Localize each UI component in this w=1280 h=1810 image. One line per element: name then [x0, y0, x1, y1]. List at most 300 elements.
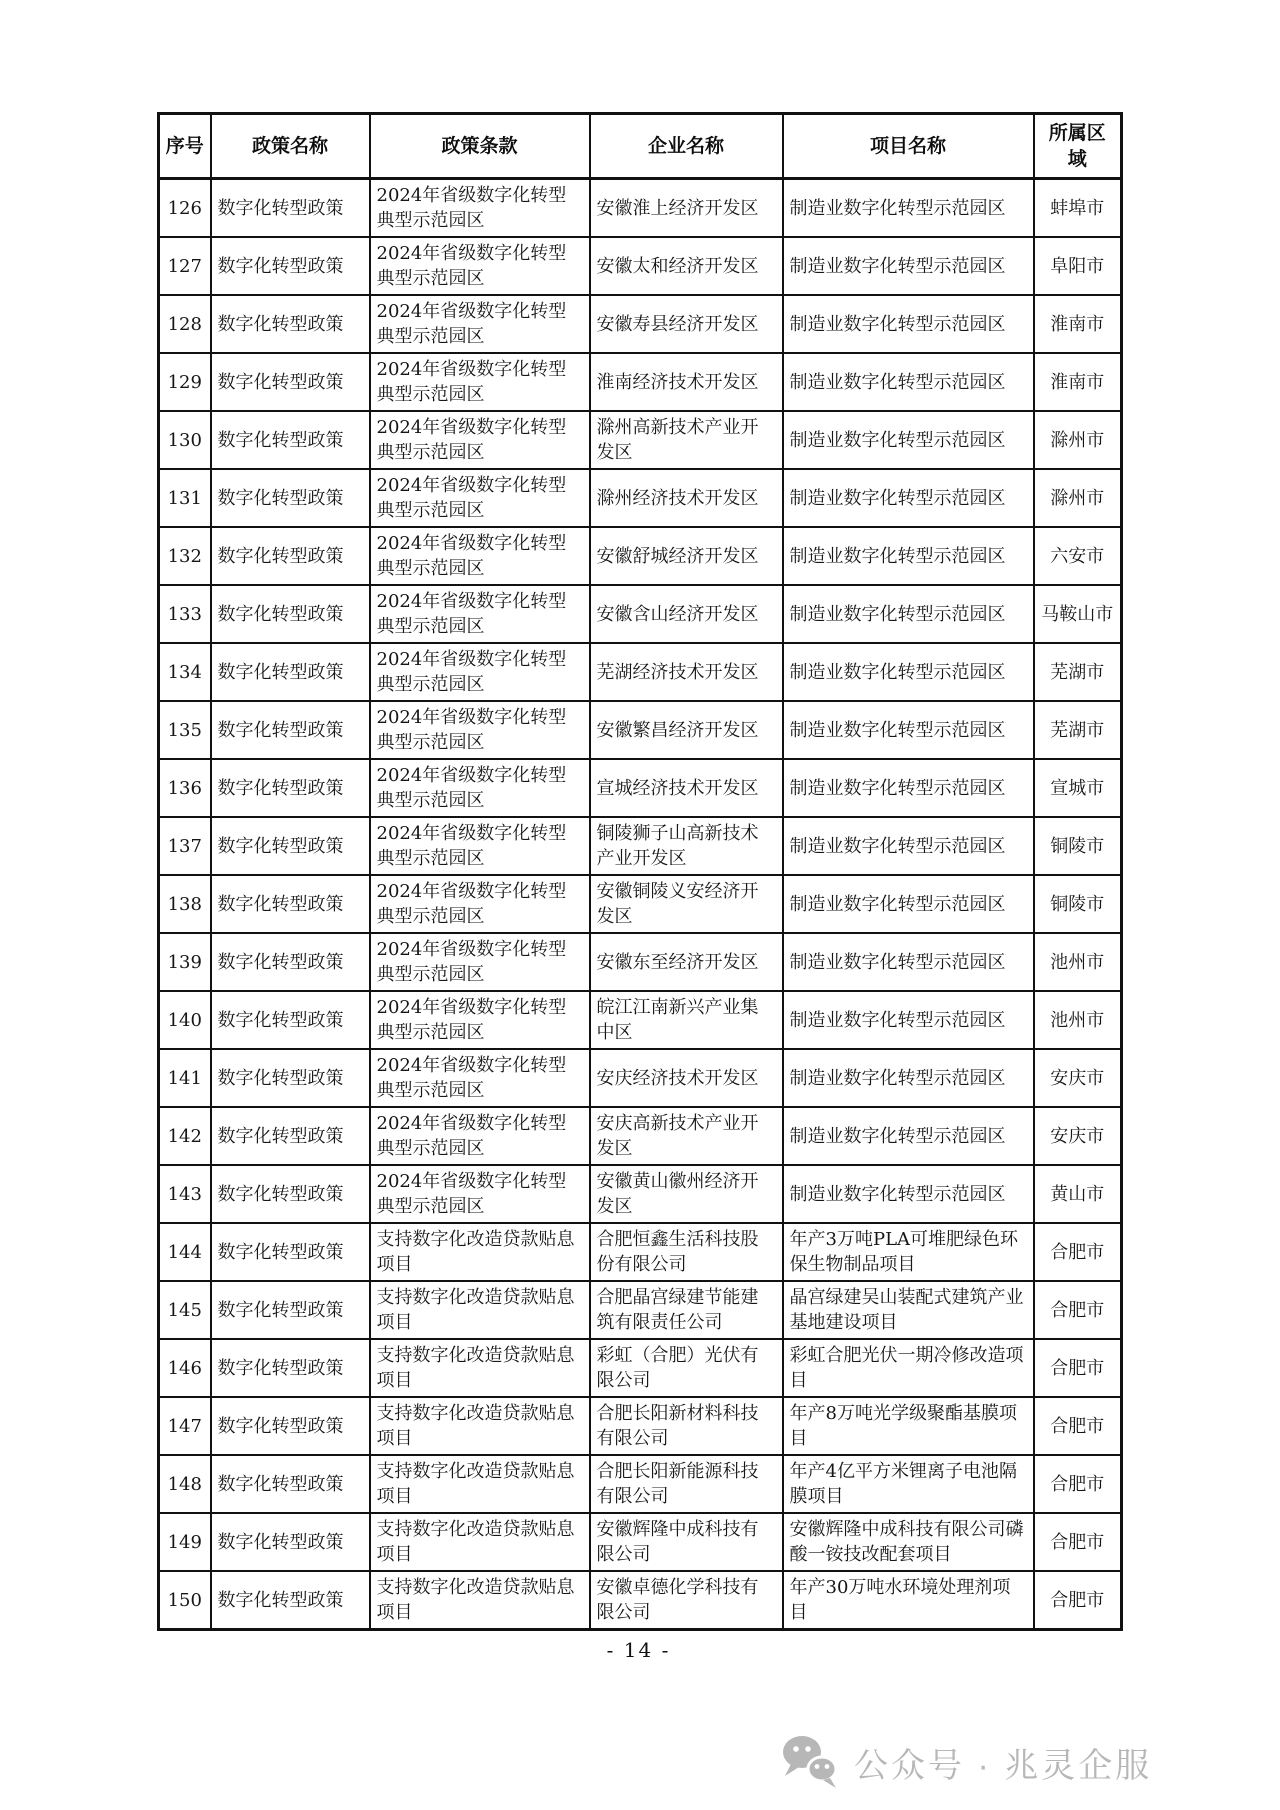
project-name: 制造业数字化转型示范园区	[789, 777, 1006, 799]
project-name-cell	[783, 179, 1034, 238]
company-name-cell	[590, 933, 783, 991]
project-name-cell	[783, 1223, 1034, 1281]
region-cell	[1034, 1223, 1122, 1281]
company-name-cell	[590, 759, 783, 817]
region-name: 淮南市	[1050, 313, 1105, 335]
policy-name-cell	[211, 1397, 370, 1455]
row-number: 129	[167, 371, 202, 393]
table-row	[159, 179, 1122, 238]
region-name: 马鞍山市	[1041, 603, 1114, 625]
row-number: 147	[167, 1415, 202, 1437]
policy-name-cell	[211, 1107, 370, 1165]
project-name: 制造业数字化转型示范园区	[789, 951, 1006, 973]
row-number-cell	[159, 353, 211, 411]
region-cell	[1034, 1513, 1122, 1571]
row-number-cell	[159, 817, 211, 875]
table-row	[159, 759, 1122, 817]
policy-name: 数字化转型政策	[217, 1183, 344, 1205]
project-name-cell	[783, 701, 1034, 759]
project-name: 制造业数字化转型示范园区	[789, 429, 1006, 451]
policy-clause: 2024年省级数字化转型典型示范园区	[376, 1113, 567, 1159]
region-cell	[1034, 527, 1122, 585]
company-name: 合肥长阳新能源科技有限公司	[596, 1461, 759, 1507]
project-name: 制造业数字化转型示范园区	[789, 1067, 1006, 1089]
company-name: 安徽东至经济开发区	[596, 951, 759, 973]
policy-table	[157, 112, 1123, 1631]
project-name-cell	[783, 933, 1034, 991]
row-number: 132	[167, 545, 202, 567]
table-row	[159, 1339, 1122, 1397]
company-name: 合肥恒鑫生活科技股份有限公司	[596, 1229, 759, 1275]
company-name: 宣城经济技术开发区	[596, 777, 759, 799]
policy-name: 数字化转型政策	[217, 487, 344, 509]
policy-clause: 2024年省级数字化转型典型示范园区	[376, 881, 567, 927]
project-name-cell	[783, 469, 1034, 527]
company-name-cell	[590, 1339, 783, 1397]
policy-name-cell	[211, 469, 370, 527]
region-cell	[1034, 1107, 1122, 1165]
policy-clause: 2024年省级数字化转型典型示范园区	[376, 823, 567, 869]
policy-clause-cell	[370, 1107, 590, 1165]
project-name-cell	[783, 1571, 1034, 1630]
policy-clause-cell	[370, 469, 590, 527]
policy-clause: 2024年省级数字化转型典型示范园区	[376, 359, 567, 405]
project-name: 制造业数字化转型示范园区	[789, 313, 1006, 335]
policy-name: 数字化转型政策	[217, 255, 344, 277]
company-name-cell	[590, 643, 783, 701]
policy-clause-cell	[370, 991, 590, 1049]
policy-name-cell	[211, 875, 370, 933]
row-number: 145	[167, 1299, 202, 1321]
row-number-cell	[159, 643, 211, 701]
policy-name: 数字化转型政策	[217, 661, 344, 683]
policy-name-cell	[211, 1049, 370, 1107]
wechat-logo-icon	[778, 1733, 842, 1791]
company-name: 安徽辉隆中成科技有限公司	[596, 1519, 759, 1565]
region-name: 安庆市	[1050, 1067, 1105, 1089]
company-name: 安徽太和经济开发区	[596, 255, 759, 277]
row-number-cell	[159, 759, 211, 817]
region-cell	[1034, 1455, 1122, 1513]
project-name: 制造业数字化转型示范园区	[789, 371, 1006, 393]
region-cell	[1034, 353, 1122, 411]
row-number-cell	[159, 411, 211, 469]
policy-name: 数字化转型政策	[217, 371, 344, 393]
column-header-label: 所属区域	[1048, 122, 1106, 170]
company-name-cell	[590, 875, 783, 933]
project-name-cell	[783, 585, 1034, 643]
company-name-cell	[590, 527, 783, 585]
company-name: 安庆高新技术产业开发区	[596, 1113, 759, 1159]
region-cell	[1034, 469, 1122, 527]
company-name: 安徽卓德化学科技有限公司	[596, 1577, 759, 1623]
row-number: 134	[167, 661, 202, 683]
row-number: 143	[167, 1183, 202, 1205]
company-name-cell	[590, 237, 783, 295]
row-number: 150	[167, 1589, 202, 1611]
policy-clause-cell	[370, 353, 590, 411]
row-number-cell	[159, 237, 211, 295]
project-name: 彩虹合肥光伏一期冷修改造项目	[789, 1345, 1024, 1391]
policy-name-cell	[211, 527, 370, 585]
company-name: 安庆经济技术开发区	[596, 1067, 759, 1089]
column-header-policy	[211, 114, 370, 179]
company-name: 合肥长阳新材料科技有限公司	[596, 1403, 759, 1449]
region-name: 滁州市	[1050, 429, 1105, 451]
policy-clause: 支持数字化改造贷款贴息项目	[376, 1403, 575, 1449]
policy-name-cell	[211, 643, 370, 701]
table-row	[159, 701, 1122, 759]
row-number: 138	[167, 893, 202, 915]
policy-name: 数字化转型政策	[217, 1009, 344, 1031]
region-cell	[1034, 411, 1122, 469]
policy-clause: 2024年省级数字化转型典型示范园区	[376, 1055, 567, 1101]
policy-name: 数字化转型政策	[217, 1357, 344, 1379]
row-number: 130	[167, 429, 202, 451]
row-number: 148	[167, 1473, 202, 1495]
row-number-cell	[159, 1339, 211, 1397]
policy-clause-cell	[370, 759, 590, 817]
policy-name: 数字化转型政策	[217, 545, 344, 567]
project-name-cell	[783, 237, 1034, 295]
company-name-cell	[590, 1049, 783, 1107]
policy-name: 数字化转型政策	[217, 893, 344, 915]
region-cell	[1034, 643, 1122, 701]
policy-clause-cell	[370, 817, 590, 875]
company-name-cell	[590, 179, 783, 238]
policy-name: 数字化转型政策	[217, 777, 344, 799]
company-name: 安徽黄山徽州经济开发区	[596, 1171, 759, 1217]
policy-name-cell	[211, 585, 370, 643]
row-number: 139	[167, 951, 202, 973]
row-number-cell	[159, 875, 211, 933]
company-name: 淮南经济技术开发区	[596, 371, 759, 393]
policy-name: 数字化转型政策	[217, 1299, 344, 1321]
project-name: 年产30万吨水环境处理剂项目	[789, 1577, 1011, 1623]
row-number: 135	[167, 719, 202, 741]
row-number-cell	[159, 1049, 211, 1107]
policy-clause-cell	[370, 527, 590, 585]
policy-clause-cell	[370, 643, 590, 701]
region-name: 宣城市	[1050, 777, 1105, 799]
policy-name: 数字化转型政策	[217, 1473, 344, 1495]
row-number-cell	[159, 527, 211, 585]
region-cell	[1034, 759, 1122, 817]
company-name: 安徽淮上经济开发区	[596, 197, 759, 219]
company-name-cell	[590, 991, 783, 1049]
project-name-cell	[783, 411, 1034, 469]
project-name: 年产3万吨PLA可堆肥绿色环保生物制品项目	[789, 1229, 1019, 1275]
region-name: 六安市	[1050, 545, 1105, 567]
region-cell	[1034, 179, 1122, 238]
row-number-cell	[159, 469, 211, 527]
region-name: 芜湖市	[1050, 719, 1105, 741]
policy-name: 数字化转型政策	[217, 429, 344, 451]
policy-name-cell	[211, 1455, 370, 1513]
region-name: 合肥市	[1050, 1589, 1105, 1611]
project-name: 制造业数字化转型示范园区	[789, 1009, 1006, 1031]
region-name: 合肥市	[1050, 1473, 1105, 1495]
row-number: 140	[167, 1009, 202, 1031]
project-name: 制造业数字化转型示范园区	[789, 603, 1006, 625]
policy-clause: 2024年省级数字化转型典型示范园区	[376, 185, 567, 231]
policy-name-cell	[211, 759, 370, 817]
row-number-cell	[159, 1107, 211, 1165]
region-name: 蚌埠市	[1050, 197, 1105, 219]
project-name-cell	[783, 1455, 1034, 1513]
row-number: 146	[167, 1357, 202, 1379]
region-cell	[1034, 237, 1122, 295]
policy-name-cell	[211, 1223, 370, 1281]
policy-name: 数字化转型政策	[217, 1241, 344, 1263]
company-name-cell	[590, 1397, 783, 1455]
project-name: 年产8万吨光学级聚酯基膜项目	[789, 1403, 1017, 1449]
region-name: 滁州市	[1050, 487, 1105, 509]
company-name-cell	[590, 701, 783, 759]
project-name-cell	[783, 643, 1034, 701]
company-name-cell	[590, 817, 783, 875]
row-number-cell	[159, 1223, 211, 1281]
table-row	[159, 1397, 1122, 1455]
policy-name: 数字化转型政策	[217, 313, 344, 335]
project-name-cell	[783, 1281, 1034, 1339]
row-number-cell	[159, 295, 211, 353]
table-row	[159, 237, 1122, 295]
policy-clause: 2024年省级数字化转型典型示范园区	[376, 533, 567, 579]
project-name: 年产4亿平方米锂离子电池隔膜项目	[789, 1461, 1017, 1507]
policy-clause-cell	[370, 1397, 590, 1455]
project-name-cell	[783, 527, 1034, 585]
policy-name: 数字化转型政策	[217, 951, 344, 973]
policy-clause: 2024年省级数字化转型典型示范园区	[376, 301, 567, 347]
table-body	[159, 179, 1122, 1630]
row-number: 136	[167, 777, 202, 799]
region-name: 合肥市	[1050, 1299, 1105, 1321]
policy-clause-cell	[370, 1513, 590, 1571]
column-header-region	[1034, 114, 1122, 179]
row-number-cell	[159, 1397, 211, 1455]
region-cell	[1034, 295, 1122, 353]
table-row	[159, 1223, 1122, 1281]
policy-clause: 2024年省级数字化转型典型示范园区	[376, 997, 567, 1043]
row-number: 144	[167, 1241, 202, 1263]
project-name: 制造业数字化转型示范园区	[789, 255, 1006, 277]
region-name: 合肥市	[1050, 1415, 1105, 1437]
policy-clause: 2024年省级数字化转型典型示范园区	[376, 939, 567, 985]
policy-name: 数字化转型政策	[217, 1415, 344, 1437]
table-row	[159, 1107, 1122, 1165]
project-name-cell	[783, 295, 1034, 353]
project-name-cell	[783, 991, 1034, 1049]
company-name: 彩虹（合肥）光伏有限公司	[596, 1345, 759, 1391]
company-name: 安徽含山经济开发区	[596, 603, 759, 625]
row-number: 142	[167, 1125, 202, 1147]
policy-clause: 支持数字化改造贷款贴息项目	[376, 1287, 575, 1333]
column-header-no	[159, 114, 211, 179]
region-cell	[1034, 701, 1122, 759]
table-row	[159, 991, 1122, 1049]
column-header-project	[783, 114, 1034, 179]
policy-name-cell	[211, 1571, 370, 1630]
table-row	[159, 933, 1122, 991]
company-name: 滁州高新技术产业开发区	[596, 417, 759, 463]
region-name: 合肥市	[1050, 1357, 1105, 1379]
policy-name-cell	[211, 1165, 370, 1223]
row-number: 126	[167, 197, 202, 219]
row-number: 149	[167, 1531, 202, 1553]
project-name: 晶宫绿建吴山装配式建筑产业基地建设项目	[789, 1287, 1024, 1333]
company-name: 安徽铜陵义安经济开发区	[596, 881, 759, 927]
company-name-cell	[590, 1513, 783, 1571]
policy-clause: 2024年省级数字化转型典型示范园区	[376, 243, 567, 289]
table-row	[159, 817, 1122, 875]
project-name: 制造业数字化转型示范园区	[789, 661, 1006, 683]
region-name: 淮南市	[1050, 371, 1105, 393]
policy-name-cell	[211, 353, 370, 411]
table-row	[159, 1455, 1122, 1513]
policy-clause: 支持数字化改造贷款贴息项目	[376, 1577, 575, 1623]
region-cell	[1034, 991, 1122, 1049]
region-name: 铜陵市	[1050, 893, 1105, 915]
company-name: 皖江江南新兴产业集中区	[596, 997, 759, 1043]
region-cell	[1034, 1281, 1122, 1339]
policy-clause-cell	[370, 411, 590, 469]
policy-clause: 支持数字化改造贷款贴息项目	[376, 1345, 575, 1391]
project-name-cell	[783, 1049, 1034, 1107]
policy-clause: 支持数字化改造贷款贴息项目	[376, 1519, 575, 1565]
project-name: 制造业数字化转型示范园区	[789, 719, 1006, 741]
table-row	[159, 585, 1122, 643]
policy-name: 数字化转型政策	[217, 197, 344, 219]
row-number-cell	[159, 1165, 211, 1223]
region-cell	[1034, 1165, 1122, 1223]
project-name: 制造业数字化转型示范园区	[789, 197, 1006, 219]
column-header-label: 政策条款	[441, 134, 518, 157]
table-row	[159, 295, 1122, 353]
row-number: 128	[167, 313, 202, 335]
company-name-cell	[590, 411, 783, 469]
project-name-cell	[783, 1165, 1034, 1223]
policy-clause: 2024年省级数字化转型典型示范园区	[376, 417, 567, 463]
project-name-cell	[783, 353, 1034, 411]
policy-name-cell	[211, 411, 370, 469]
row-number: 137	[167, 835, 202, 857]
policy-name-cell	[211, 933, 370, 991]
policy-clause-cell	[370, 1281, 590, 1339]
policy-clause-cell	[370, 1339, 590, 1397]
policy-name: 数字化转型政策	[217, 719, 344, 741]
table-row	[159, 1281, 1122, 1339]
region-name: 池州市	[1050, 1009, 1105, 1031]
company-name-cell	[590, 1223, 783, 1281]
region-name: 芜湖市	[1050, 661, 1105, 683]
table-row	[159, 527, 1122, 585]
project-name: 制造业数字化转型示范园区	[789, 893, 1006, 915]
column-header-label: 政策名称	[251, 134, 328, 157]
column-header-clause	[370, 114, 590, 179]
policy-clause: 支持数字化改造贷款贴息项目	[376, 1461, 575, 1507]
project-name-cell	[783, 1397, 1034, 1455]
wechat-watermark	[778, 1733, 1152, 1791]
policy-name: 数字化转型政策	[217, 1067, 344, 1089]
policy-clause-cell	[370, 1455, 590, 1513]
table-row	[159, 353, 1122, 411]
table-row	[159, 1165, 1122, 1223]
region-name: 黄山市	[1050, 1183, 1105, 1205]
policy-clause-cell	[370, 1223, 590, 1281]
table-row	[159, 875, 1122, 933]
policy-name-cell	[211, 295, 370, 353]
row-number-cell	[159, 1455, 211, 1513]
policy-clause-cell	[370, 933, 590, 991]
policy-name-cell	[211, 1339, 370, 1397]
policy-clause: 2024年省级数字化转型典型示范园区	[376, 649, 567, 695]
project-name-cell	[783, 1107, 1034, 1165]
company-name: 铜陵狮子山高新技术产业开发区	[596, 823, 759, 869]
column-header-label: 序号	[165, 134, 204, 157]
table-row	[159, 1049, 1122, 1107]
wechat-watermark-text: 公众号 · 兆灵企服	[854, 1746, 1153, 1785]
company-name: 安徽舒城经济开发区	[596, 545, 759, 567]
row-number: 131	[167, 487, 202, 509]
region-name: 阜阳市	[1050, 255, 1105, 277]
company-name-cell	[590, 353, 783, 411]
company-name-cell	[590, 585, 783, 643]
policy-name-cell	[211, 237, 370, 295]
company-name: 芜湖经济技术开发区	[596, 661, 759, 683]
project-name: 制造业数字化转型示范园区	[789, 1125, 1006, 1147]
policy-clause-cell	[370, 179, 590, 238]
policy-clause-cell	[370, 1571, 590, 1630]
policy-clause-cell	[370, 237, 590, 295]
region-cell	[1034, 817, 1122, 875]
row-number-cell	[159, 1281, 211, 1339]
policy-clause-cell	[370, 295, 590, 353]
company-name: 安徽繁昌经济开发区	[596, 719, 759, 741]
policy-name: 数字化转型政策	[217, 603, 344, 625]
company-name-cell	[590, 295, 783, 353]
policy-name: 数字化转型政策	[217, 1531, 344, 1553]
policy-name-cell	[211, 701, 370, 759]
company-name-cell	[590, 1165, 783, 1223]
row-number: 127	[167, 255, 202, 277]
project-name: 制造业数字化转型示范园区	[789, 1183, 1006, 1205]
policy-name-cell	[211, 1281, 370, 1339]
region-cell	[1034, 585, 1122, 643]
policy-clause: 2024年省级数字化转型典型示范园区	[376, 475, 567, 521]
region-cell	[1034, 875, 1122, 933]
policy-clause: 2024年省级数字化转型典型示范园区	[376, 1171, 567, 1217]
company-name-cell	[590, 1281, 783, 1339]
region-name: 合肥市	[1050, 1531, 1105, 1553]
project-name-cell	[783, 817, 1034, 875]
company-name: 合肥晶宫绿建节能建筑有限责任公司	[596, 1287, 759, 1333]
policy-name-cell	[211, 1513, 370, 1571]
project-name-cell	[783, 759, 1034, 817]
policy-clause-cell	[370, 875, 590, 933]
project-name-cell	[783, 875, 1034, 933]
region-name: 池州市	[1050, 951, 1105, 973]
table-row	[159, 1571, 1122, 1630]
table-row	[159, 1513, 1122, 1571]
policy-name: 数字化转型政策	[217, 1589, 344, 1611]
column-header-label: 项目名称	[869, 134, 946, 157]
row-number-cell	[159, 701, 211, 759]
policy-clause-cell	[370, 1049, 590, 1107]
policy-name-cell	[211, 991, 370, 1049]
project-name-cell	[783, 1513, 1034, 1571]
project-name: 制造业数字化转型示范园区	[789, 487, 1006, 509]
